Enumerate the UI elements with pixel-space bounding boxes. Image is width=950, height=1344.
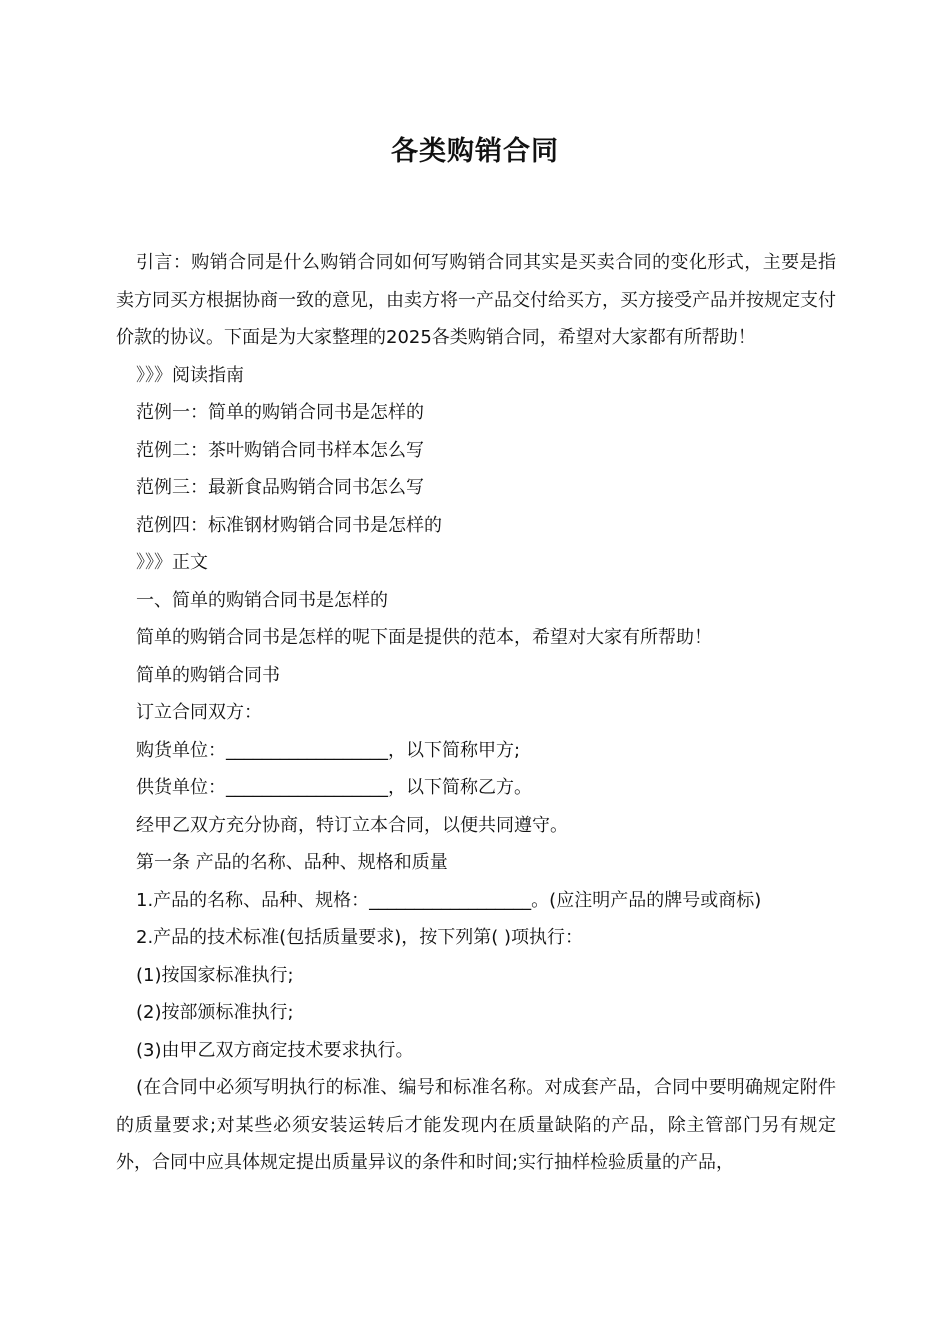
paragraph: 》》》正文 [136,552,208,573]
paragraph: 简单的购销合同书 [136,664,280,686]
paragraph: 引言：购销合同是什么购销合同如何写购销合同其实是买卖合同的变化形式，主要是指卖方同买方根据协商一致的意见，由卖方将一产品交付给买方，买方接受产品并按规定支付价款的协议。下面是为大家整理的2025各类购销合同，希望对大家都有所帮助！ [116,252,836,348]
document-body [116,244,836,1182]
paragraph: 范例四：标准钢材购销合同书是怎样的 [136,514,442,536]
paragraph: 范例三：最新食品购销合同书怎么写 [136,477,424,498]
document-title: 各类购销合同 [391,136,559,167]
paragraph: 经甲乙双方充分协商，特订立本合同，以便共同遵守。 [136,814,568,836]
paragraph: 订立合同双方： [136,702,262,723]
paragraph: 范例二：茶叶购销合同书样本怎么写 [136,439,424,461]
paragraph: 2.产品的技术标准(包括质量要求)，按下列第( )项执行： [136,927,583,948]
paragraph: 》》》阅读指南 [136,364,244,386]
paragraph: (1)按国家标准执行; [136,964,294,986]
paragraph: (2)按部颁标准执行; [136,1002,294,1023]
paragraph: 供货单位：__________________，以下简称乙方。 [136,777,532,798]
paragraph: 范例一：简单的购销合同书是怎样的 [136,402,424,423]
paragraph: 简单的购销合同书是怎样的呢下面是提供的范本，希望对大家有所帮助！ [136,627,712,648]
paragraph: (在合同中必须写明执行的标准、编号和标准名称。对成套产品，合同中要明确规定附件的质量要求;对某些必须安装运转后才能发现内在质量缺陷的产品，除主管部门另有规定外，合同中应具体规定提出质量异议的条件和时间;实行抽样检验质量的产品， [116,1077,836,1173]
paragraph: (3)由甲乙双方商定技术要求执行。 [136,1039,414,1061]
paragraph: 第一条 产品的名称、品种、规格和质量 [136,852,448,873]
paragraph: 1.产品的名称、品种、规格：__________________。(应注明产品的牌号或商标) [136,889,762,911]
paragraph: 购货单位：__________________，以下简称甲方; [136,739,521,761]
paragraph: 一、简单的购销合同书是怎样的 [136,589,388,611]
